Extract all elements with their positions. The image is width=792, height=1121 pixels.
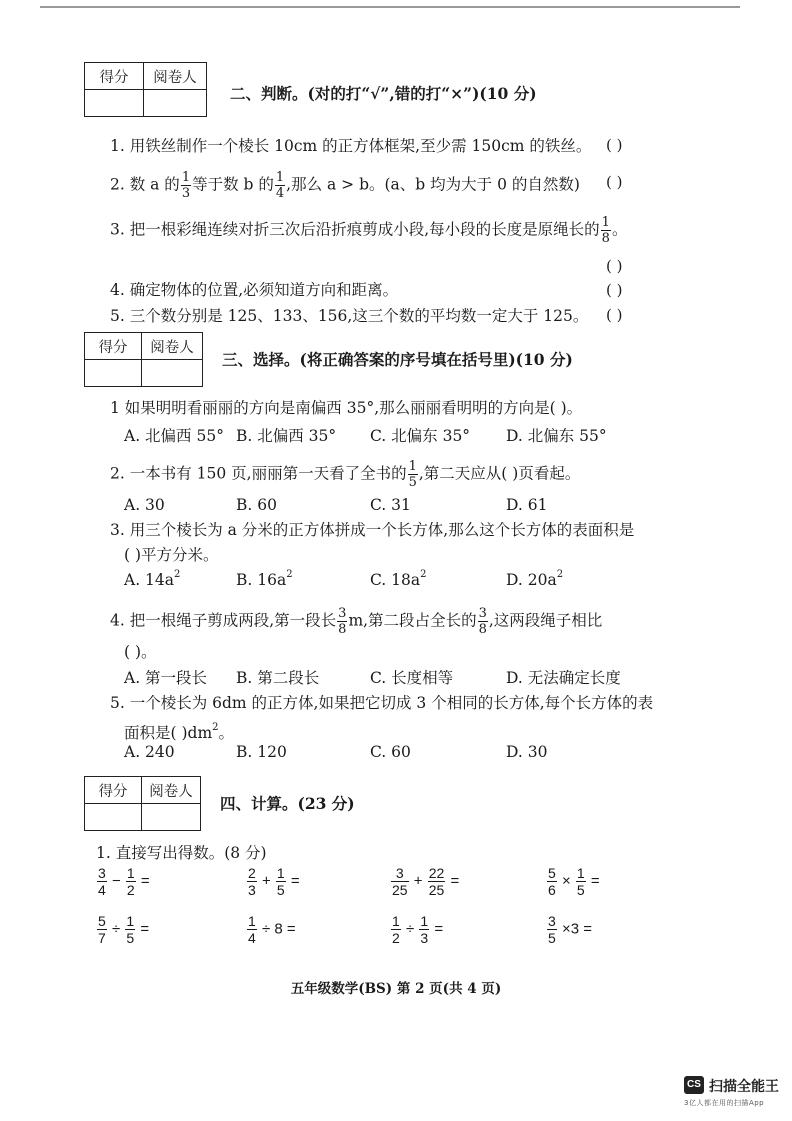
grader-label: 阅卷人 (142, 333, 203, 360)
fraction: $\frac{2}{3}$ (248, 865, 256, 898)
fraction: $\frac{1}{5}$ (126, 913, 135, 946)
choice-q5-blank: 面积是( )$dm^2$。 (124, 722, 235, 742)
top-edge-line (40, 6, 740, 8)
choice-q4-option-a[interactable]: A. 第一段长 (124, 669, 208, 687)
judge-q3 (110, 216, 627, 245)
calc-item (96, 866, 150, 897)
watermark-subtitle: 3亿人都在用的扫描App (684, 1099, 765, 1107)
fraction: $\frac{5}{6}$ (548, 865, 556, 898)
choice-q4-option-c[interactable]: C. 长度相等 (370, 669, 454, 687)
choice-q1-option-d[interactable]: D. 北偏东 55° (506, 427, 607, 445)
score-box-sec2 (84, 62, 207, 117)
choice-q1-option-c[interactable]: C. 北偏东 35° (370, 427, 471, 445)
calc-item (246, 866, 300, 897)
fraction: $\frac{1}{8}$ (601, 215, 610, 246)
operator: ÷ (405, 920, 415, 938)
calc-item (390, 866, 459, 897)
fraction: $\frac{3}{4}$ (98, 865, 106, 898)
choice-q3-option-d[interactable]: D. $20a^2$ (506, 569, 564, 589)
camscanner-logo: CS (684, 1076, 704, 1094)
choice-q1-option-a[interactable]: A. 北偏西 55° (124, 427, 224, 445)
grader-cell[interactable] (144, 90, 207, 117)
page-footer: 五年级数学(BS) 第 2 页(共 4 页) (290, 981, 502, 997)
score-label: 得分 (85, 333, 142, 360)
judge-q3-text: 3. 把一根彩绳连续对折三次后沿折痕剪成小段,每小段的长度是原绳长的 (110, 220, 600, 239)
equals-sign: = (450, 872, 460, 890)
fraction: $\frac{1}{2}$ (392, 913, 400, 946)
choice-q4-text-b: m,第二段占全长的 (348, 611, 477, 630)
fraction: $\frac{1}{4}$ (275, 170, 285, 201)
fraction: $\frac{5}{7}$ (98, 913, 106, 946)
choice-q5-option-a[interactable]: A. 240 (124, 743, 175, 761)
period: 。 (611, 220, 628, 239)
choice-q5-option-b[interactable]: B. 120 (236, 743, 287, 761)
score-box-sec4 (84, 776, 201, 831)
answer-paren-j3[interactable]: ( ) (606, 257, 623, 275)
operator: ÷ 8 (261, 920, 283, 938)
equals-sign: = (583, 920, 593, 938)
equals-sign: = (140, 872, 150, 890)
choice-q3: 3. 用三个棱长为 a 分米的正方体拼成一个长方体,那么这个长方体的表面积是 (110, 521, 635, 539)
score-cell[interactable] (85, 90, 144, 117)
choice-q2-option-d[interactable]: D. 61 (506, 496, 548, 514)
judge-q1: 1. 用铁丝制作一个棱长 10cm 的正方体框架,至少需 150cm 的铁丝。 (110, 137, 592, 155)
operator: ×3 (561, 920, 580, 938)
fraction: $\frac{3}{8}$ (338, 606, 347, 637)
grader-label: 阅卷人 (144, 63, 207, 90)
grader-cell[interactable] (142, 804, 201, 831)
fraction: $\frac{3}{8}$ (478, 606, 487, 637)
choice-q4-text-a: 4. 把一根绳子剪成两段,第一段长 (110, 611, 337, 630)
section4-title: 四、计算。(23 分) (220, 794, 355, 813)
fraction: $\frac{1}{2}$ (126, 865, 135, 898)
score-cell[interactable] (85, 360, 142, 387)
choice-q2 (110, 460, 580, 489)
equals-sign: = (140, 920, 150, 938)
section2-title: 二、判断。(对的打“√”,错的打“×”)(10 分) (230, 84, 537, 103)
fraction: $\frac{3}{25}$ (392, 865, 408, 898)
operator: + (261, 872, 271, 890)
equals-sign: = (434, 920, 444, 938)
judge-q2 (110, 171, 580, 200)
choice-q1: 1 如果明明看丽丽的方向是南偏西 35°,那么丽丽看明明的方向是( )。 (110, 399, 583, 417)
answer-paren-j5[interactable]: ( ) (606, 306, 623, 324)
operator: × (561, 872, 571, 890)
choice-q2-option-c[interactable]: C. 31 (370, 496, 411, 514)
fraction: $\frac{1}{5}$ (276, 865, 285, 898)
choice-q5-option-d[interactable]: D. 30 (506, 743, 548, 761)
score-cell[interactable] (85, 804, 142, 831)
grader-cell[interactable] (142, 360, 203, 387)
judge-q2-text-b: 等于数 b 的 (192, 175, 274, 194)
grader-label: 阅卷人 (142, 777, 201, 804)
calc-item (546, 914, 592, 945)
fraction: $\frac{1}{3}$ (420, 913, 429, 946)
choice-q2-option-a[interactable]: A. 30 (124, 496, 165, 514)
calc-subtitle: 1. 直接写出得数。(8 分) (96, 844, 267, 862)
choice-q2-option-b[interactable]: B. 60 (236, 496, 277, 514)
score-label: 得分 (85, 63, 144, 90)
calc-item (546, 866, 600, 897)
choice-q5-option-c[interactable]: C. 60 (370, 743, 411, 761)
answer-paren-j4[interactable]: ( ) (606, 281, 623, 299)
choice-q3-option-b[interactable]: B. $16a^2$ (236, 569, 293, 589)
choice-q3-option-a[interactable]: A. $14a^2$ (124, 569, 181, 589)
judge-q2-text-a: 2. 数 a 的 (110, 175, 180, 194)
judge-q5: 5. 三个数分别是 125、133、156,这三个数的平均数一定大于 125。 (110, 307, 589, 325)
equals-sign: = (290, 872, 300, 890)
fraction: $\frac{22}{25}$ (428, 865, 445, 898)
operator: ÷ (111, 920, 121, 938)
choice-q2-text-b: ,第二天应从( )页看起。 (418, 464, 581, 483)
fraction: $\frac{1}{5}$ (408, 459, 417, 490)
fraction: $\frac{1}{4}$ (248, 913, 256, 946)
calc-item (390, 914, 443, 945)
score-label: 得分 (85, 777, 142, 804)
calc-item (246, 914, 296, 945)
equals-sign: = (286, 920, 296, 938)
choice-q4-text-c: ,这两段绳子相比 (488, 611, 603, 630)
fraction: $\frac{1}{3}$ (181, 170, 191, 201)
judge-q2-text-c: ,那么 a > b。(a、b 均为大于 0 的自然数) (286, 175, 580, 194)
score-box-sec3 (84, 332, 203, 387)
section3-title: 三、选择。(将正确答案的序号填在括号里)(10 分) (222, 350, 573, 369)
choice-q4-option-b[interactable]: B. 第二段长 (236, 669, 320, 687)
choice-q3-option-c[interactable]: C. $18a^2$ (370, 569, 427, 589)
choice-q2-text-a: 2. 一本书有 150 页,丽丽第一天看了全书的 (110, 464, 407, 483)
equals-sign: = (590, 872, 600, 890)
choice-q4 (110, 607, 602, 636)
operator: − (111, 872, 121, 890)
choice-q5: 5. 一个棱长为 6dm 的正方体,如果把它切成 3 个相同的长方体,每个长方体的表 (110, 694, 654, 712)
answer-paren-j2[interactable]: ( ) (606, 173, 623, 191)
operator: + (413, 872, 423, 890)
choice-q4-blank: ( )。 (124, 643, 157, 661)
choice-q4-option-d[interactable]: D. 无法确定长度 (506, 669, 621, 687)
choice-q3-blank: ( )平方分米。 (124, 546, 219, 564)
fraction: $\frac{1}{5}$ (576, 865, 585, 898)
choice-q1-option-b[interactable]: B. 北偏西 35° (236, 427, 337, 445)
fraction: $\frac{3}{5}$ (548, 913, 556, 946)
judge-q4: 4. 确定物体的位置,必须知道方向和距离。 (110, 281, 399, 299)
answer-paren-j1[interactable]: ( ) (606, 136, 623, 154)
watermark-name: 扫描全能王 (709, 1079, 779, 1095)
calc-item (96, 914, 149, 945)
